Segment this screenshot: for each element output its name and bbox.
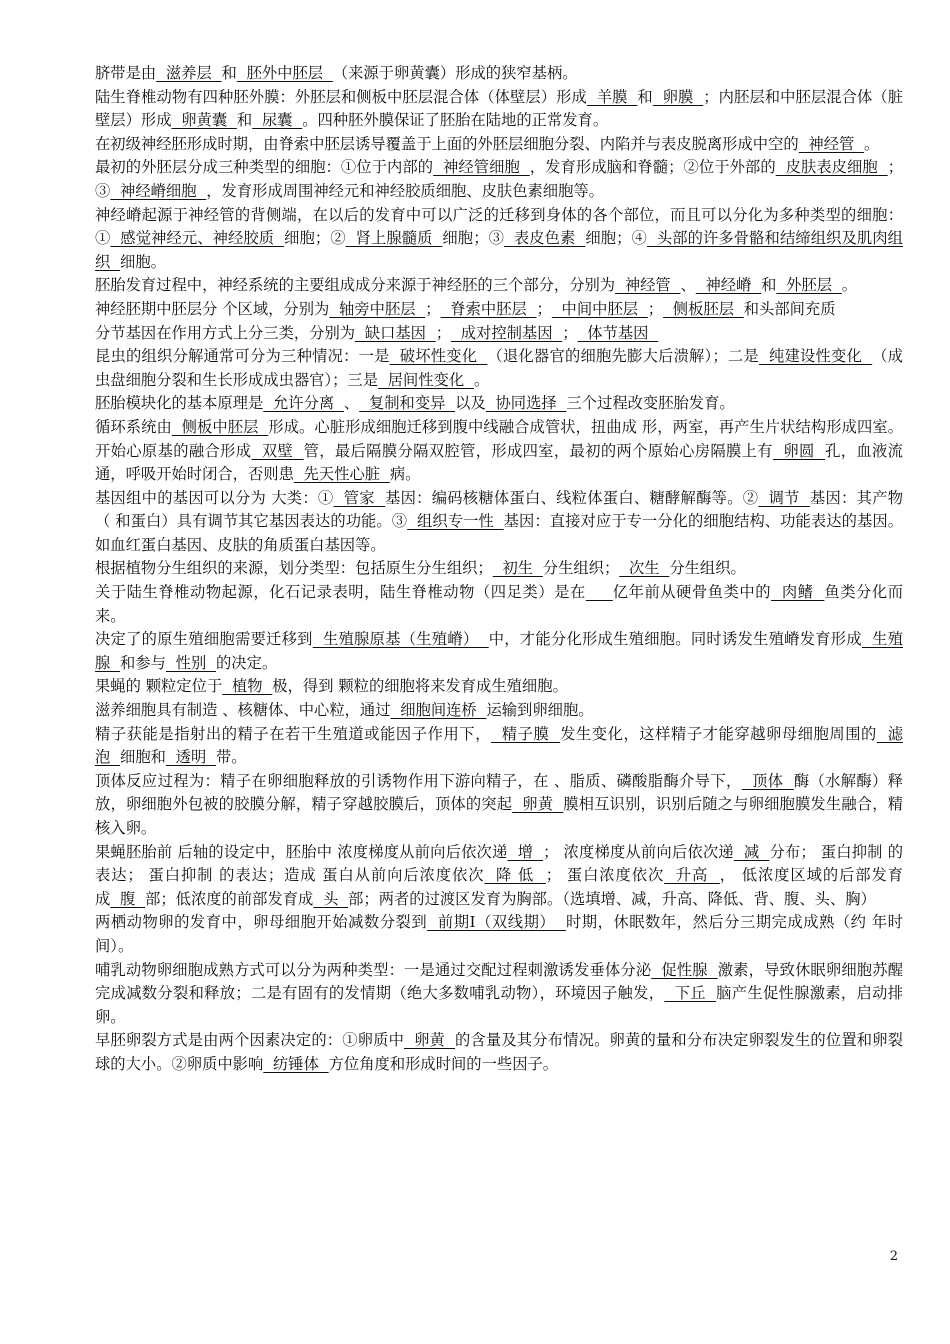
paragraph-text: 分节基因在作用方式上分三类，分别为 xyxy=(95,323,356,342)
paragraph-text: 膜相互识别，识别后随之与卵细胞膜发生融合，精核入卵。 xyxy=(95,795,903,837)
paragraph-text: 和参与 xyxy=(120,653,166,672)
paragraph-text: 根据植物分生组织的来源，划分类型：包括原生分生组织； xyxy=(95,559,493,578)
fill-in-answer: 细胞间连桥 xyxy=(390,701,487,720)
fill-in-answer: 轴旁中胚层 xyxy=(329,299,426,318)
paragraph-text: 果蝇的 颗粒定位于 xyxy=(95,677,223,696)
fill-in-answer: 促性腺 xyxy=(651,960,718,979)
fill-in-answer: 神经管 xyxy=(615,276,681,295)
paragraph-text: 时期，休眠数年，然后分三期完成成熟（约 年时间）。 xyxy=(95,913,903,955)
fill-in-answer: 卵膜 xyxy=(652,87,704,106)
paragraph-text: 。 xyxy=(864,134,880,153)
fill-in-answer: 居间性变化 xyxy=(378,370,474,389)
paragraph-text: 孔，血液流通，呼吸开始时闭合，否则患 xyxy=(95,441,903,484)
fill-in-answer: 组织专一性 xyxy=(407,512,504,531)
paragraph-text: 和 xyxy=(637,87,653,106)
fill-in-answer: 纺锤体 xyxy=(263,1054,329,1073)
paragraph-text: ，发育形成周围神经元和神经胶质细胞、皮肤色素细胞等。 xyxy=(206,181,604,200)
paragraph-text: 在初级神经胚形成时期，由脊索中胚层诱导覆盖于上面的外胚层细胞分裂、内陷并与表皮脱离形成中空的 xyxy=(95,134,799,153)
fill-in-answer: 次生 xyxy=(619,559,670,578)
paragraph-text: 胚胎发育过程中，神经系统的主要组成成分来源于神经胚的三个部分，分别为 xyxy=(95,276,616,295)
fill-in-answer: 神经管细胞 xyxy=(433,158,530,177)
paragraph-text: 神经胚期中胚层分 个区域，分别为 xyxy=(95,299,330,318)
paragraph-text: 激素，导致休眠卵细胞苏醒完成减数分裂和释放；二是有固有的发情期（绝大多数哺乳动物），环境因子触发， xyxy=(95,960,903,1003)
paragraph-text: 、 xyxy=(343,394,360,413)
paragraph-text: 细胞；② xyxy=(284,229,346,248)
fill-in-answer: 侧板中胚层 xyxy=(171,417,269,436)
paragraph xyxy=(95,581,903,628)
fill-in-answer: 体节基因 xyxy=(577,323,659,342)
paragraph-text: 基因：编码核糖体蛋白、线粒体蛋白、糖酵解酶等。② xyxy=(385,488,759,507)
fill-in-answer: 表皮色素 xyxy=(503,229,586,248)
paragraph xyxy=(95,62,903,86)
fill-in-answer: 升高 xyxy=(664,866,720,885)
paragraph-text: 分生组织； xyxy=(542,559,620,578)
fill-in-answer: 性别 xyxy=(165,653,216,672)
fill-in-answer: 先天性心脏 xyxy=(293,465,390,484)
paragraph-text: 循环系统由 xyxy=(95,417,172,436)
paragraph-text: 运输到卵细胞。 xyxy=(486,701,594,720)
fill-in-answer: 胚外中胚层 xyxy=(236,64,333,82)
fill-in-answer: 纯建设性变化 xyxy=(758,347,873,366)
fill-in-answer: 卵圆 xyxy=(772,441,826,460)
paragraph-text: 。 xyxy=(473,370,490,389)
fill-in-answer: 缺口基因 xyxy=(355,323,436,342)
page-number: 2 xyxy=(889,1249,898,1264)
fill-in-answer: 精子膜 xyxy=(490,724,561,743)
fill-in-answer: 卵黄 xyxy=(512,795,564,814)
fill-in-answer: 滤泡 xyxy=(95,724,903,767)
paragraph-text: 鱼类分化而来。 xyxy=(95,583,903,625)
fill-in-answer: 复制和变异 xyxy=(359,394,456,413)
fill-in-answer: 卵黄 xyxy=(404,1031,456,1050)
fill-in-answer: 腹 xyxy=(110,889,146,908)
paragraph-text: （退化器官的细胞先膨大后溃解）；二是 xyxy=(487,347,759,366)
fill-in-answer: 尿囊 xyxy=(252,111,303,130)
paragraph xyxy=(95,298,903,322)
paragraph-text: 、 xyxy=(680,276,696,295)
paragraph-text: 神经嵴起源于神经管的背侧端，在以后的发育中可以广泛的迁移到身体的各个部位，而且可以分化为多种类型的细胞：① xyxy=(95,205,903,248)
paragraph-text: ； 蛋白浓度依次 xyxy=(545,866,665,885)
paragraph xyxy=(95,959,903,1030)
paragraph-text: 三个过程改变胚胎发育。 xyxy=(566,394,735,413)
paragraph-text: 以及 xyxy=(455,394,486,413)
paragraph-text: 果蝇胚胎前 后轴的设定中，胚胎中 浓度梯度从前向后依次递 xyxy=(95,842,508,861)
paragraph-text: 中，才能分化形成生殖细胞。同时诱发生殖嵴发育形成 xyxy=(488,630,862,649)
paragraph-text: ；③ xyxy=(95,158,903,200)
fill-in-answer: 前期Ⅰ（双线期） xyxy=(427,913,566,932)
paragraph-text: 带。 xyxy=(215,748,247,767)
paragraph-text: ； 浓度梯度从前向后依次递 xyxy=(543,842,734,861)
paragraph-text: ； xyxy=(425,299,441,318)
paragraph-text: 早胚卵裂方式是由两个因素决定的：①卵质中 xyxy=(95,1031,405,1050)
paragraph-text: 分生组织。 xyxy=(669,559,746,578)
paragraph xyxy=(95,274,903,298)
paragraph-text: 滋养细胞具有制造 、核糖体、中心粒，通过 xyxy=(95,701,391,720)
paragraph xyxy=(95,487,903,558)
fill-in-answer: 双壁 xyxy=(251,441,304,460)
paragraph-text: 基因：其产物（ 和蛋白）具有调节其它基因表达的功能。③ xyxy=(95,488,903,531)
paragraph-text: 发生变化，这样精子才能穿越卵母细胞周围的 xyxy=(560,724,877,743)
fill-in-answer: 头部的许多骨骼和结缔组织及肌肉组织 xyxy=(95,229,903,271)
paragraph-text: 亿年前从硬骨鱼类中的 xyxy=(612,583,772,602)
paragraph-text: 方位角度和形成时间的一些因子。 xyxy=(328,1054,559,1073)
fill-in-answer: 允许分离 xyxy=(263,394,344,413)
paragraph-text: 决定了的原生殖细胞需要迁移到 xyxy=(95,630,313,649)
paragraph-text: 的决定。 xyxy=(215,653,278,672)
paragraph-text: 最初的外胚层分成三种类型的细胞：①位于内部的 xyxy=(95,158,434,177)
paragraph xyxy=(95,86,903,133)
paragraph-text: 和 xyxy=(221,64,237,82)
paragraph-text: 顶体反应过程为：精子在卵细胞释放的引诱物作用下游向精子，在 、脂质、磷酸脂酶介导下， xyxy=(95,771,742,790)
paragraph-text: 两栖动物卵的发育中，卵母细胞开始减数分裂到 xyxy=(95,913,428,932)
paragraph xyxy=(95,322,903,346)
fill-in-answer: 成对控制基因 xyxy=(451,323,563,342)
paragraph-text: 和头部间充质 xyxy=(743,299,836,318)
paragraph-text: 。 xyxy=(841,276,858,295)
paragraph-text: 形成。心脏形成细胞迁移到腹中线融合成管状，扭曲成 形，两室，再产生片状结构形成四室。开始心原基的融合形成 xyxy=(95,417,903,460)
paragraph xyxy=(95,204,903,275)
fill-in-answer: 外胚层 xyxy=(776,276,842,295)
paragraph-text: 部；低浓度的前部发育成 xyxy=(145,889,314,908)
fill-in-answer: 生殖腺 xyxy=(95,630,903,672)
paragraph-text: ；内胚层和中胚层混合体（脏壁层）形成 xyxy=(95,87,903,130)
paragraph xyxy=(95,841,903,912)
paragraph xyxy=(95,345,903,392)
fill-in-answer: 感觉神经元、神经胶质 xyxy=(110,229,285,248)
paragraph xyxy=(95,770,903,841)
fill-in-answer: 侧板胚层 xyxy=(663,299,744,318)
paragraph-text: 。四种胚外膜保证了胚胎在陆地的正常发育。 xyxy=(302,111,609,130)
paragraph-text: ； xyxy=(435,323,452,342)
document-body xyxy=(95,62,903,1077)
paragraph-text: 极，得到 颗粒的细胞将来发育成生殖细胞。 xyxy=(272,677,568,696)
fill-in-answer: 皮肤表皮细胞 xyxy=(775,158,888,177)
paragraph-text: 哺乳动物卵细胞成熟方式可以分为两种类型：一是通过交配过程刺激诱发垂体分泌 xyxy=(95,960,652,979)
paragraph xyxy=(95,911,903,958)
paragraph-text: 和 xyxy=(761,276,777,295)
fill-in-answer: 下丘 xyxy=(664,984,717,1003)
fill-in-answer: 神经管 xyxy=(798,134,865,153)
paragraph xyxy=(95,628,903,675)
paragraph-text: 酶（水解酶）释放，卵细胞外包被的胶膜分解，精子穿越胶膜后，顶体的突起 xyxy=(95,771,903,814)
paragraph-text: 部；两者的过渡区发育为胸部。（选填增、减，升高、降低、背、腹、头、胸） xyxy=(348,889,876,908)
paragraph-text: 昆虫的组织分解通常可分为三种情况：一是 xyxy=(95,347,390,366)
fill-in-answer: 头 xyxy=(313,889,349,908)
paragraph-text: 脐带是由 xyxy=(95,64,157,82)
fill-in-answer: 中间中胚层 xyxy=(551,299,648,318)
paragraph-text: 细胞；④ xyxy=(585,229,647,248)
paragraph-text: 关于陆生脊椎动物起源，化石记录表明，陆生脊椎动物（四足类）是在 xyxy=(95,583,586,602)
paragraph-text: 细胞。 xyxy=(120,252,166,271)
fill-in-answer: 初生 xyxy=(492,559,543,578)
paragraph-text: 的含量及其分布情况。卵黄的量和分布决定卵裂发生的位置和卵裂球的大小。②卵质中影响 xyxy=(95,1031,903,1073)
fill-in-answer: 卵黄囊 xyxy=(171,111,237,130)
paragraph-text: 管，最后隔膜分隔双腔管，形成四室，最初的两个原始心房隔膜上有 xyxy=(303,441,773,460)
fill-in-answer: 植物 xyxy=(222,677,273,696)
fill-in-answer: 滋养层 xyxy=(156,64,222,82)
paragraph-text: ； xyxy=(536,299,552,318)
fill-in-answer: 羊膜 xyxy=(586,87,638,106)
fill-in-answer: 调节 xyxy=(758,488,810,507)
fill-in-answer: 破坏性变化 xyxy=(389,347,488,366)
fill-in-answer: 管家 xyxy=(333,488,386,507)
paragraph-text: 精子获能是指射出的精子在若干生殖道或能因子作用下， xyxy=(95,724,491,743)
fill-in-answer: 协同选择 xyxy=(485,394,567,413)
paragraph-text: ； xyxy=(647,299,664,318)
paragraph-text: 基因组中的基因可以分为 大类：① xyxy=(95,488,334,507)
paragraph xyxy=(95,723,903,770)
paragraph-text: 陆生脊椎动物有四种胚外膜：外胚层和侧板中胚层混合体（体壁层）形成 xyxy=(95,87,587,106)
paragraph xyxy=(95,1029,903,1076)
paragraph xyxy=(95,416,903,487)
paragraph-text: ，发育形成脑和脊髓；②位于外部的 xyxy=(529,158,776,177)
paragraph-text: （成虫盘细胞分裂和生长形成成虫器官）；三是 xyxy=(95,347,903,389)
paragraph-text: ， 低浓度区域的后部发育成 xyxy=(95,866,904,908)
paragraph-text: 和 xyxy=(236,111,253,130)
fill-in-answer: 肾上腺髓质 xyxy=(345,229,443,248)
paragraph xyxy=(95,699,903,723)
paragraph-text: 脑产生促性腺激素，启动排卵。 xyxy=(95,984,903,1026)
fill-in-answer: 脊索中胚层 xyxy=(440,299,537,318)
paragraph xyxy=(95,557,903,581)
paragraph-text: ； xyxy=(562,323,578,342)
paragraph xyxy=(95,133,903,157)
fill-in-answer: 透明 xyxy=(165,748,216,767)
paragraph xyxy=(95,675,903,699)
paragraph xyxy=(95,156,903,203)
paragraph-text: 细胞；③ xyxy=(442,229,504,248)
paragraph-text: 分布； 蛋白抑制 的表达； 蛋白抑制 的表达；造成 蛋白从前向后浓度依次 xyxy=(95,842,903,885)
fill-in-answer: 生殖腺原基（生殖嵴） xyxy=(312,630,489,649)
paragraph-text: 细胞和 xyxy=(120,748,166,767)
fill-in-answer: 肉鳍 xyxy=(771,583,825,602)
paragraph xyxy=(95,392,903,416)
fill-in-answer: 增 xyxy=(507,842,544,861)
paragraph-text: （来源于卵黄囊）形成的狭窄基柄。 xyxy=(332,64,578,82)
fill-in-answer: 降 低 xyxy=(484,866,546,885)
fill-in-answer xyxy=(586,583,613,601)
fill-in-answer: 减 xyxy=(733,842,770,861)
fill-in-answer: 顶体 xyxy=(741,771,794,790)
fill-in-answer: 神经嵴细胞 xyxy=(110,181,207,200)
paragraph-text: 基因：直接对应于专一分化的细胞结构、功能表达的基因。如血红蛋白基因、皮肤的角质蛋白基因等。 xyxy=(95,512,903,554)
paragraph-text: 病。 xyxy=(389,465,421,484)
fill-in-answer: 神经嵴 xyxy=(695,276,762,295)
paragraph-text: 胚胎模块化的基本原理是 xyxy=(95,394,264,413)
